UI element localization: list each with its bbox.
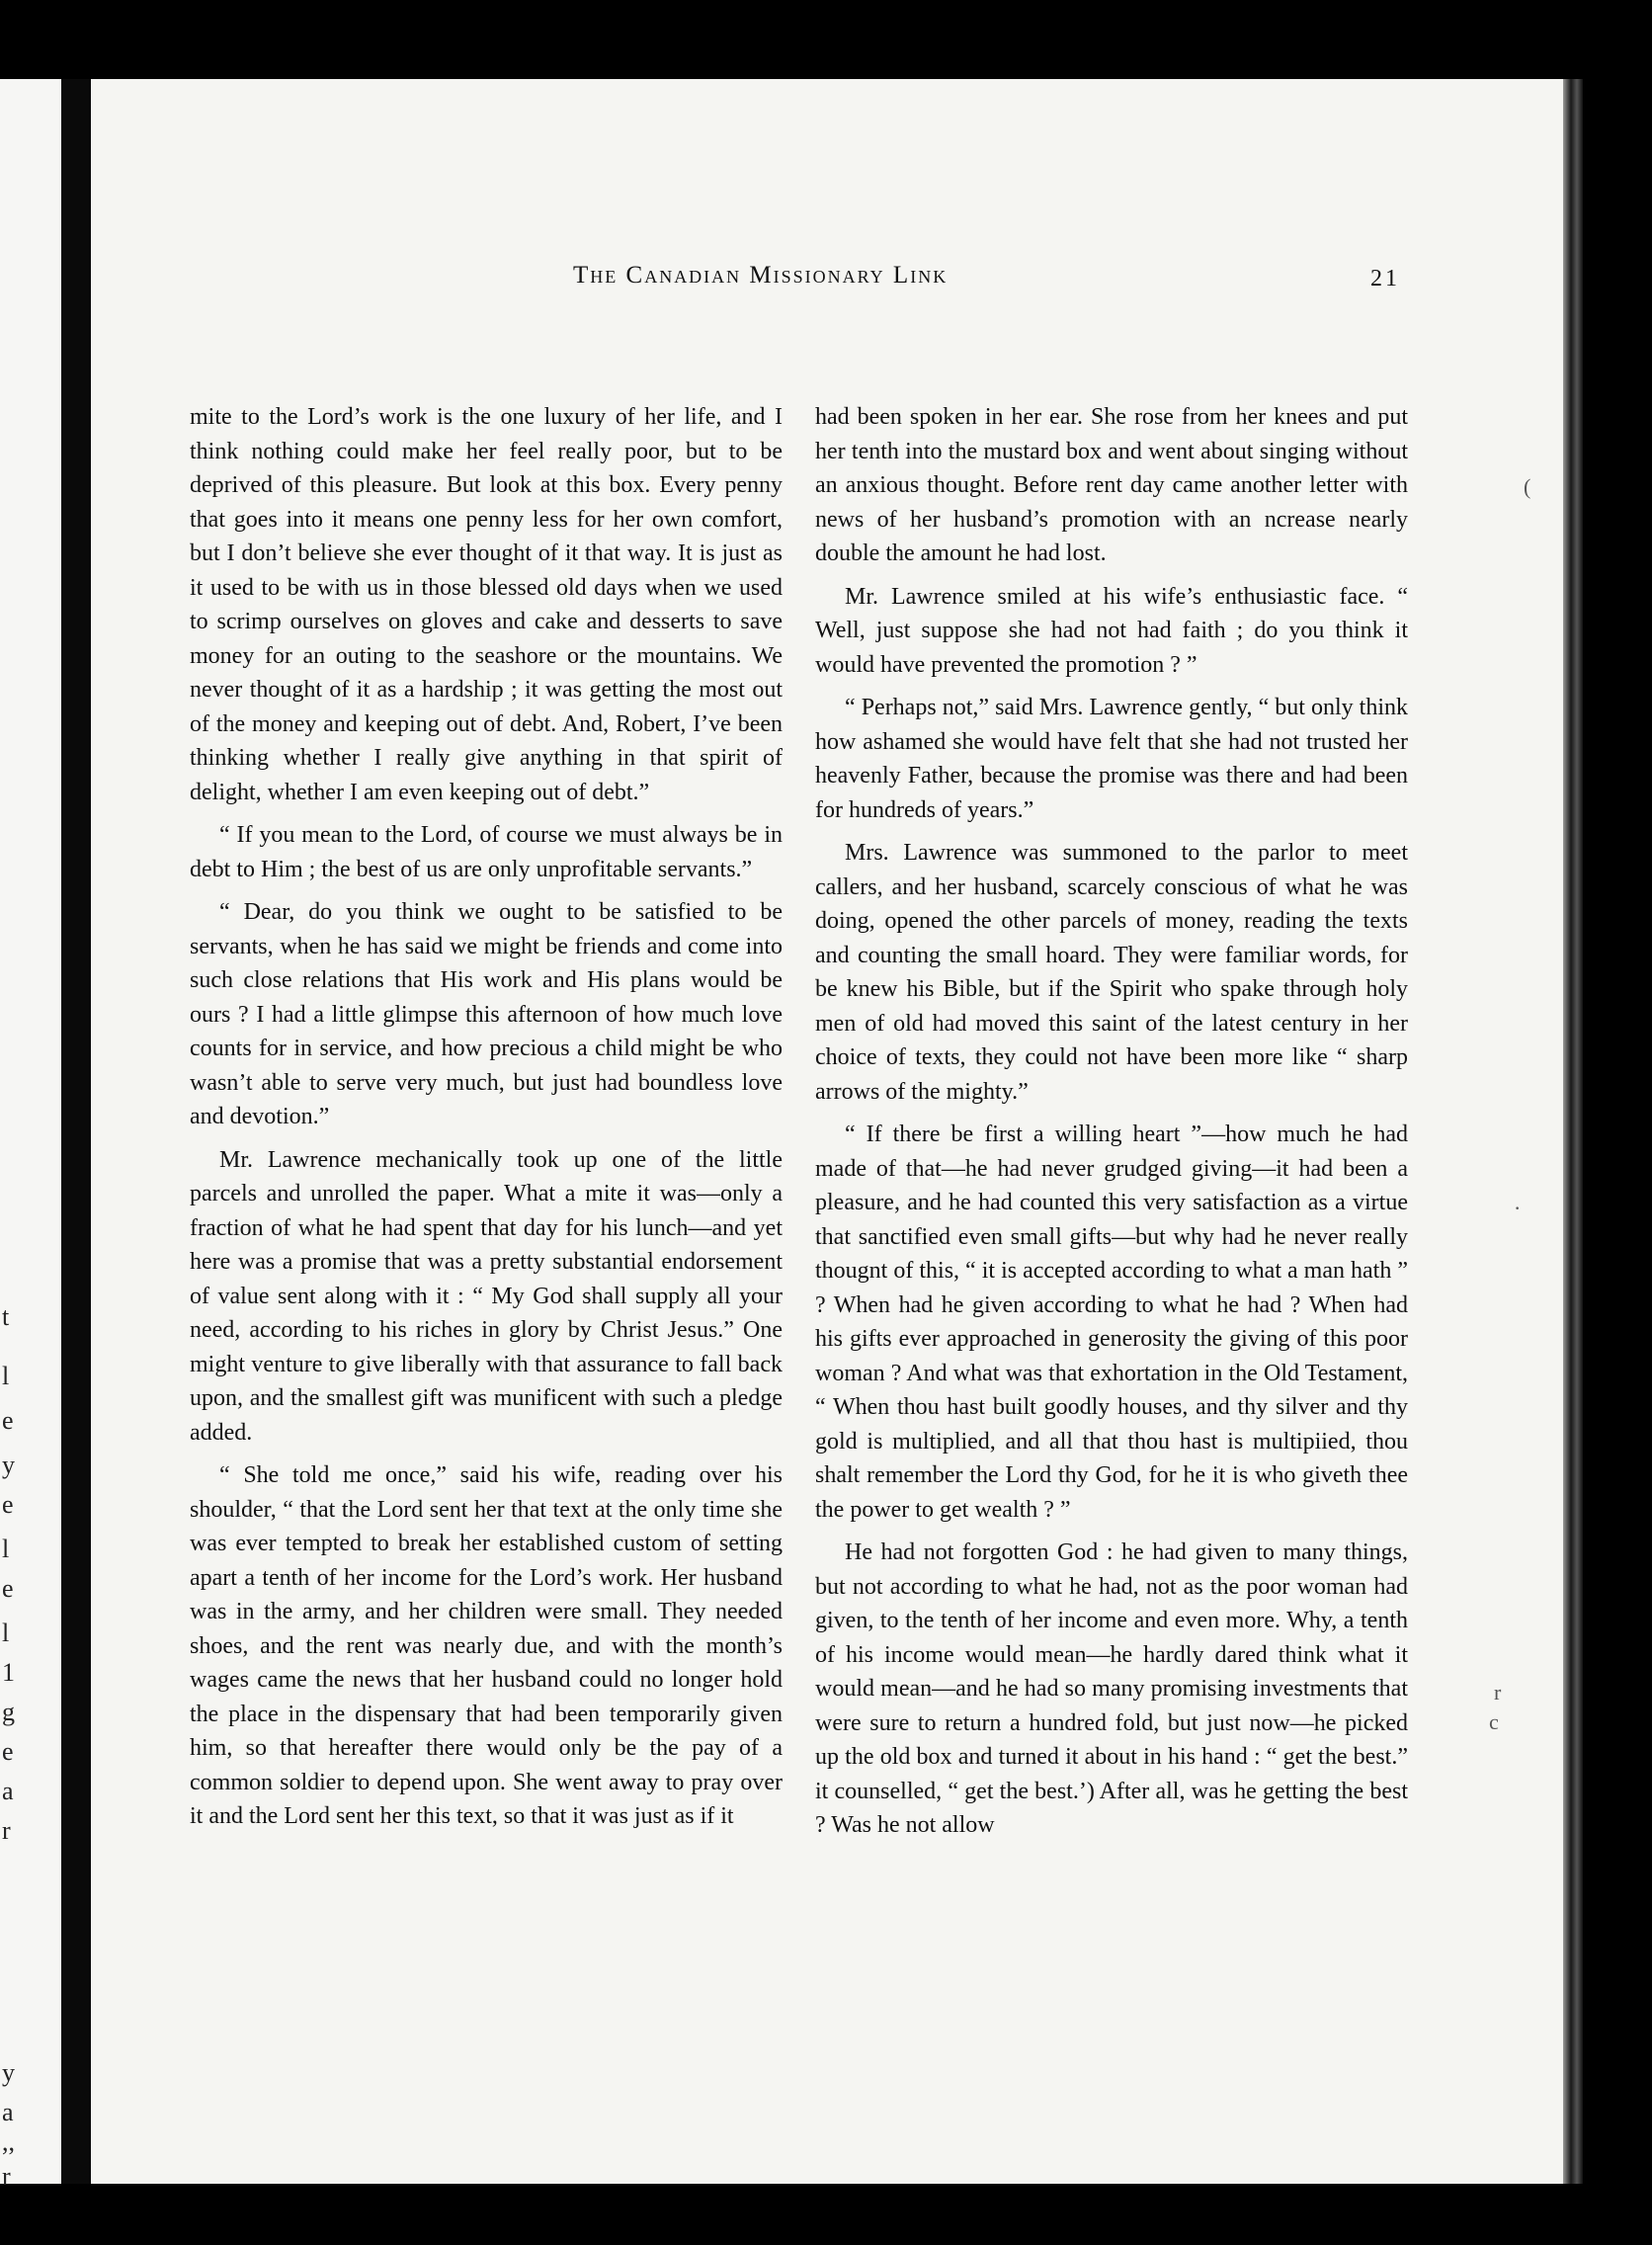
paragraph: “ Perhaps not,” said Mrs. Lawrence gently, “ but only think how ashamed she would have felt that she had not trusted her heavenly Father, because the promise was there and had been for hundreds of years.”: [815, 695, 1408, 823]
paragraph: “ She told me once,” said his wife, reading over his shoulder, “ that the Lord sent her that text at the only time she was ever tempted to break her established custom of setting apart a tenth of her income for the Lord’s work. Her husband was in the army, and her children were small. They needed shoes, and the rent was nearly due, and with the month’s wages came the news that her husband could no longer hold the place in the dispensary that had been temporarily given him, so that hereafter there would only be the pay of a common soldier to depend upon. She went away to pray over it and the Lord sent her this text, so that it was just as if it: [190, 1462, 783, 1829]
left-page-fragment: ,,: [2, 2127, 15, 2156]
left-page-fragment: l: [2, 1535, 10, 1563]
paragraph: mite to the Lord’s work is the one luxury of her life, and I think nothing could make her feel really poor, but to be deprived of this pleasure. But look at this box. Every penny that goes into it means one penny less for her own comfort, but I don’t believe she ever thought of it that way. It is just as it used to be with us in those blessed old days when we used to scrimp ourselves on gloves and cake and desserts to save money for an outing to the seashore or the mountains. We never thought of it as a hardship ; it was getting the most out of the money and keeping out of debt. And, Robert, I’ve been thinking whether I really give anything in that spirit of delight, whether I am even keeping out of debt.”: [190, 404, 783, 805]
left-page-fragment: a: [2, 2098, 14, 2126]
text-column-left: [190, 400, 783, 1843]
paragraph: He had not forgotten God : he had given to many things, but not according to what he had, not as the poor woman had given, to the tenth of her income and even more. Why, a tenth of his income would mean—he hardly dared think what it would mean—and he had so many promising investments that were sure to return a hundred fold, but just now—he picked up the old box and turned it about in his hand : “ get the best.” it counselled, “ get the best.’) After all, was he getting the best ? Was he not allow: [815, 1539, 1408, 1838]
text-column-right: [815, 400, 1408, 1852]
left-page-fragment: a: [2, 1777, 14, 1805]
left-page-fragment: e: [2, 1737, 14, 1766]
left-page-fragment: t: [2, 1302, 10, 1331]
paragraph: “ If there be first a willing heart ”—how much he had made of that—he had never grudged giving—it had been a pleasure, and he had counted this very satisfaction as a virtue that sanctified even small gifts—but why had he never really thougnt of this, “ it is accepted according to what a man hath ” ? When had he given according to what he had ? When had his gifts ever approached in generosity the giving of this poor woman ? And what was that exhortation in the Old Testament, “ When thou hast built goodly houses, and thy silver and thy gold is multiplied, and all that thou hast is multipiied, thou shalt remember the Lord thy God, for he it is who giveth thee the power to get wealth ? ”: [815, 1122, 1408, 1523]
running-head: The Canadian Missionary Link: [573, 262, 949, 289]
left-page-strip: [0, 79, 61, 2191]
margin-mark: (: [1524, 474, 1531, 499]
paragraph: “ Dear, do you think we ought to be satisfied to be servants, when he has said we might be friends and come into such close relations that His work and His plans would be ours ? I had a little glimpse this afternoon of how much love counts for in service, and how precious a child might be who wasn’t able to serve very much, but just had boundless love and devotion.”: [190, 899, 783, 1129]
left-page-fragment: y: [2, 2058, 15, 2087]
margin-mark: c: [1489, 1709, 1499, 1734]
left-page-fragment: r: [2, 1816, 11, 1845]
margin-mark: r: [1494, 1680, 1502, 1705]
book-page: [91, 79, 1563, 2184]
left-page-fragment: 1: [2, 1658, 15, 1687]
left-page-fragment: l: [2, 1362, 10, 1390]
left-page-fragment: l: [2, 1619, 10, 1647]
page-header: [91, 262, 1563, 301]
paragraph: had been spoken in her ear. She rose from her knees and put her tenth into the mustard box and went about singing without an anxious thought. Before rent day came another letter with news of her husband’s promotion with an ncrease nearly double the amount he had lost.: [815, 404, 1408, 566]
paragraph: Mr. Lawrence smiled at his wife’s enthusiastic face. “ Well, just suppose she had not had faith ; do you think it would have prevented the promotion ? ”: [815, 583, 1408, 678]
paragraph: “ If you mean to the Lord, of course we must always be in debt to Him ; the best of us are only unprofitable servants.”: [190, 822, 783, 882]
left-page-fragment: y: [2, 1451, 15, 1479]
binding-gutter: [61, 79, 91, 2184]
page-edge-shadow: [1563, 79, 1583, 2184]
left-page-fragment: g: [2, 1698, 15, 1726]
left-page-fragment: e: [2, 1406, 14, 1435]
left-page-fragment: r: [2, 2162, 11, 2191]
paragraph: Mrs. Lawrence was summoned to the parlor to meet callers, and her husband, scarcely conscious of what he was doing, opened the other parcels of money, reading the texts and counting the small hoard. They were familiar words, for be knew his Bible, but if the Spirit who spake through holy men of old had moved this saint of the latest century in her choice of texts, they could not have been more like “ sharp arrows of the mighty.”: [815, 840, 1408, 1105]
paragraph: Mr. Lawrence mechanically took up one of the little parcels and unrolled the paper. What a mite it was—only a fraction of what he had spent that day for his lunch—and yet here was a promise that was a pretty substantial endorsement of value sent along with it : “ My God shall supply all your need, according to his riches in glory by Christ Jesus.” One might venture to give liberally with that assurance to fall back upon, and the smallest gift was munificent with such a pledge added.: [190, 1146, 783, 1446]
left-page-fragment: e: [2, 1490, 14, 1519]
left-page-fragment: e: [2, 1574, 14, 1603]
page-number: 21: [1370, 266, 1400, 291]
margin-mark: ·: [1514, 1196, 1522, 1220]
